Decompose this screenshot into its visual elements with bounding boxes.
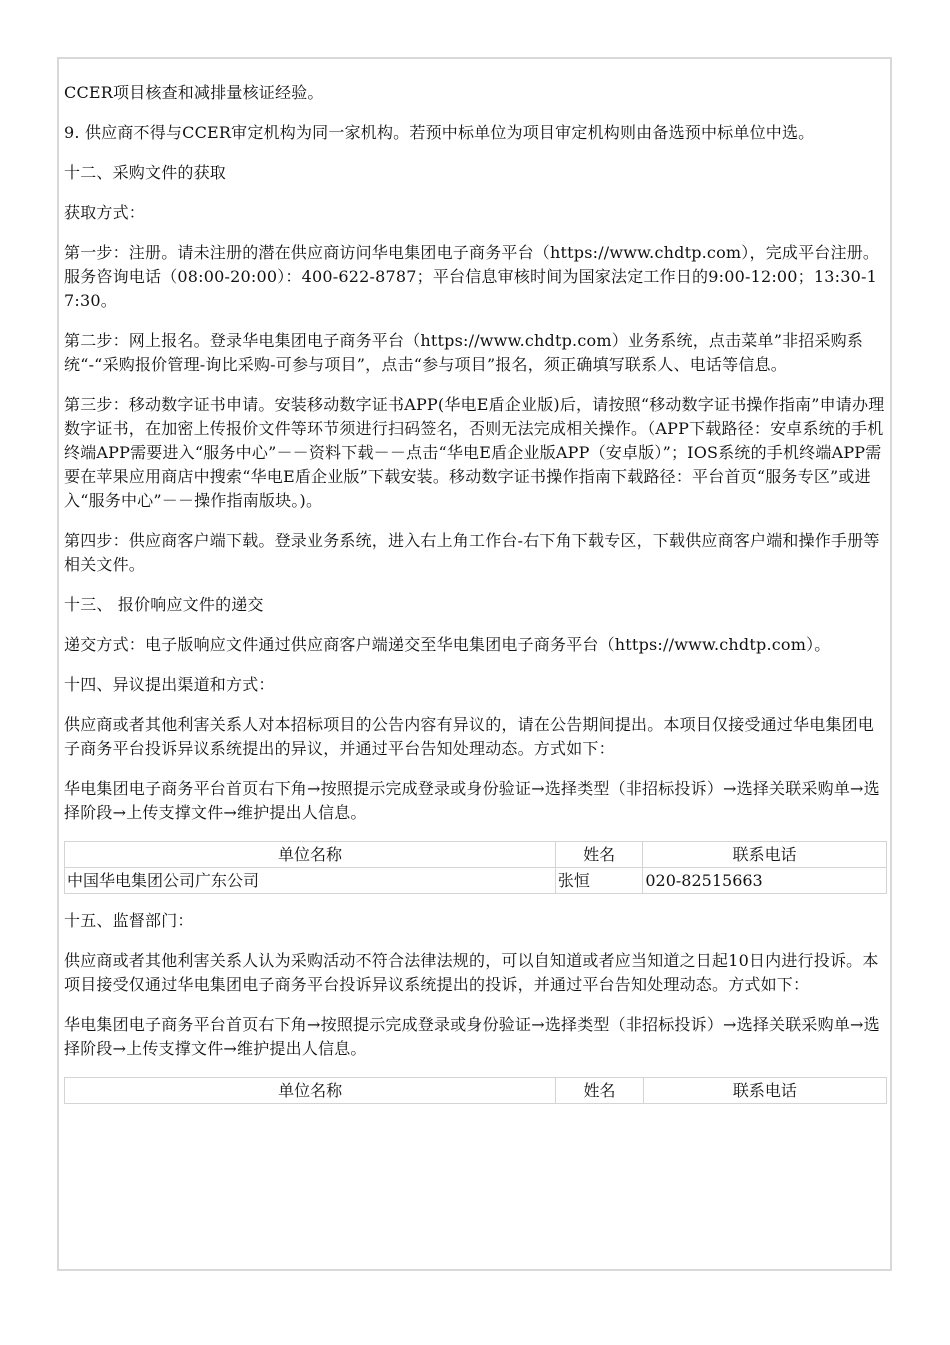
table-header-unit: 单位名称 <box>65 842 556 868</box>
section-heading-14: 十四、异议提出渠道和方式： <box>64 675 275 694</box>
paragraph-submission-method: 递交方式：电子版响应文件通过供应商客户端递交至华电集团电子商务平台（https://www.chdtp.com）。 <box>64 635 831 654</box>
section-heading-15: 十五、监督部门： <box>64 911 194 930</box>
paragraph-complaint-intro: 供应商或者其他利害关系人认为采购活动不符合法律法规的，可以自知道或者应当知道之日起10日内进行投诉。本项目接受仅通过华电集团电子商务平台投诉异议系统提出的投诉，并通过平台告知处理动态。方式如下： <box>64 951 879 994</box>
paragraph-step-1: 第一步：注册。请未注册的潜在供应商访问华电集团电子商务平台（https://www.chdtp.com），完成平台注册。服务咨询电话（08:00-20:00）：400-622-8787；平台信息审核时间为国家法定工作日的9:00-12:00；13:30-17:30。 <box>64 243 880 310</box>
table-header-unit: 单位名称 <box>65 1078 556 1104</box>
paragraph-objection-intro: 供应商或者其他利害关系人对本招标项目的公告内容有异议的，请在公告期间提出。本项目仅接受通过华电集团电子商务平台投诉异议系统提出的异议，并通过平台告知处理动态。方式如下： <box>64 715 875 758</box>
table-cell-phone: 020-82515663 <box>643 868 887 894</box>
table-header-phone: 联系电话 <box>643 1078 886 1104</box>
table-header-name: 姓名 <box>556 1078 643 1104</box>
paragraph-step-3: 第三步：移动数字证书申请。安装移动数字证书APP(华电E盾企业版)后，请按照“移动数字证书操作指南”申请办理数字证书，在加密上传报价文件等环节须进行扫码签名，否则无法完成相关操作。（APP下载路径：安卓系统的手机终端APP需要进入“服务中心”－－资料下载－－点击“华电E盾企业版APP（安卓版）”；IOS系统的手机终端APP需要在苹果应用商店中搜索“华电E盾企业版”下载安装。移动数字证书操作指南下载路径：平台首页“服务专区”或进入“服务中心”－－操作指南版块。)。 <box>64 395 885 510</box>
paragraph-step-4: 第四步：供应商客户端下载。登录业务系统，进入右上角工作台-右下角下载专区，下载供应商客户端和操作手册等相关文件。 <box>64 531 880 574</box>
section-heading-12: 十二、采购文件的获取 <box>64 163 227 182</box>
paragraph-objection-path: 华电集团电子商务平台首页右下角→按照提示完成登录或身份验证→选择类型（非招标投诉）→选择关联采购单→选择阶段→上传支撑文件→维护提出人信息。 <box>64 779 880 822</box>
document-content <box>64 81 886 1119</box>
paragraph-item-9: 9. 供应商不得与CCER审定机构为同一家机构。若预中标单位为项目审定机构则由备选预中标单位中选。 <box>64 123 815 142</box>
paragraph-complaint-path: 华电集团电子商务平台首页右下角→按照提示完成登录或身份验证→选择类型（非招标投诉）→选择关联采购单→选择阶段→上传支撑文件→维护提出人信息。 <box>64 1015 880 1058</box>
paragraph-step-2: 第二步：网上报名。登录华电集团电子商务平台（https://www.chdtp.com）业务系统，点击菜单”非招采购系统“-“采购报价管理-询比采购-可参与项目”，点击“参与项目”报名，须正确填写联系人、电话等信息。 <box>64 331 864 374</box>
paragraph-acquisition-method: 获取方式： <box>64 203 146 222</box>
section-heading-13: 十三、 报价响应文件的递交 <box>64 595 264 614</box>
table-cell-unit: 中国华电集团公司广东公司 <box>65 868 556 894</box>
contact-table-supervision <box>64 1077 887 1104</box>
table-header-name: 姓名 <box>555 842 642 868</box>
table-header-phone: 联系电话 <box>643 842 887 868</box>
table-header-row <box>65 1078 887 1104</box>
table-row <box>65 868 887 894</box>
table-header-row <box>65 842 887 868</box>
document-frame <box>57 57 892 1271</box>
table-cell-name: 张恒 <box>555 868 642 894</box>
paragraph-ccer-experience: CCER项目核查和减排量核证经验。 <box>64 83 324 102</box>
contact-table-objection <box>64 841 887 894</box>
